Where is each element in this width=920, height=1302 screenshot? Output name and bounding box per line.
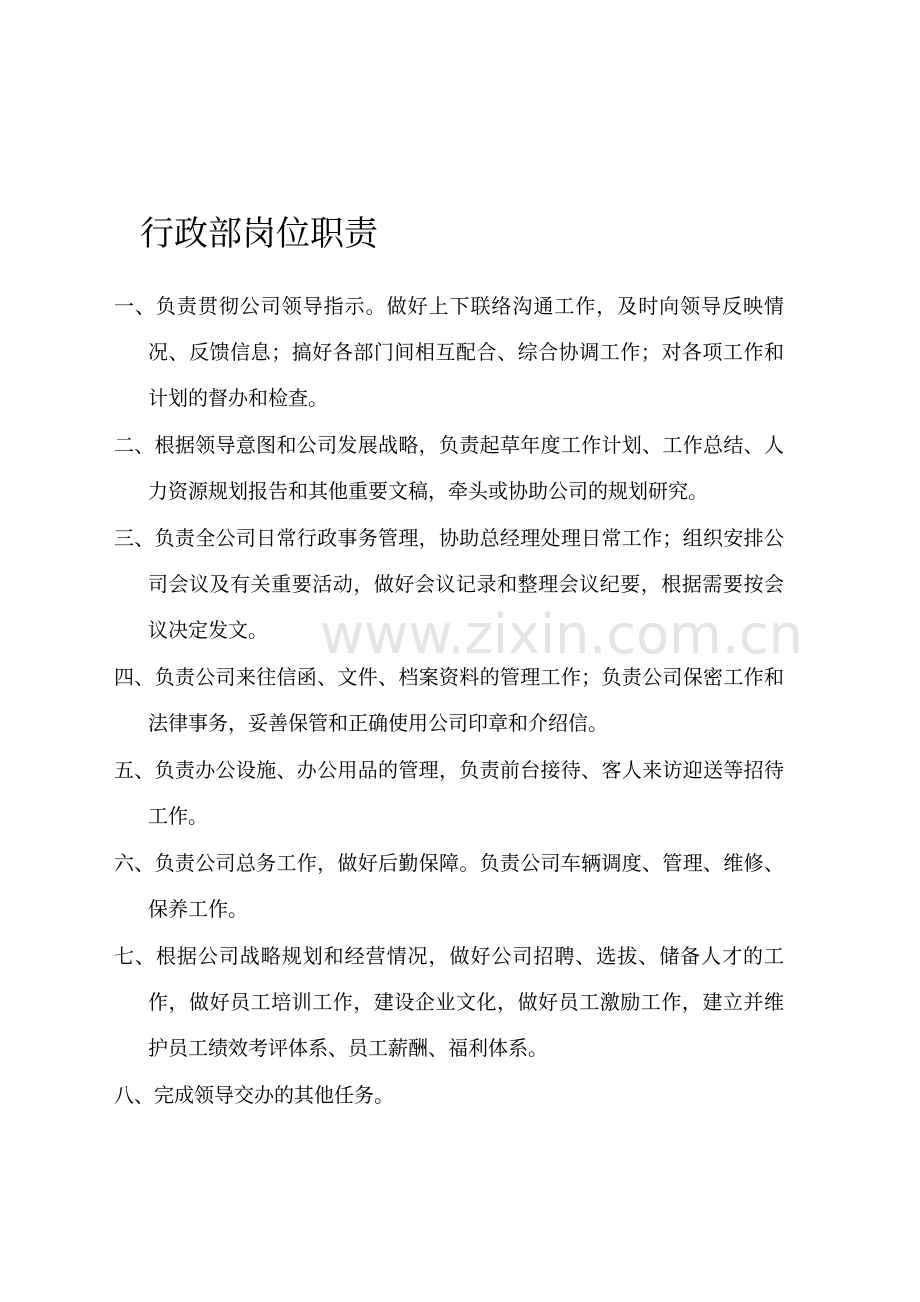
duty-item-8: 八、完成领导交办的其他任务。: [114, 1083, 394, 1107]
document-title: 行政部岗位职责: [140, 214, 378, 254]
duty-item-6: 六、负责公司总务工作，做好后勤保障。负责公司车辆调度、管理、维修、保养工作。: [114, 851, 784, 921]
duty-list: [114, 283, 784, 1119]
duty-item-7: 七、根据公司战略规划和经营情况，做好公司招聘、选拔、储备人才的工作，做好员工培训工作，建设企业文化，做好员工激励工作，建立并维护员工绩效考评体系、员工薪酬、福利体系。: [114, 944, 784, 1060]
duty-item-3: 三、负责全公司日常行政事务管理，协助总经理处理日常工作；组织安排公司会议及有关重要活动，做好会议记录和整理会议纪要，根据需要按会议决定发文。: [114, 526, 784, 642]
duty-item-5: 五、负责办公设施、办公用品的管理，负责前台接待、客人来访迎送等招待工作。: [114, 758, 784, 828]
duty-item-1: 一、负责贯彻公司领导指示。做好上下联络沟通工作，及时向领导反映情况、反馈信息；搞好各部门间相互配合、综合协调工作；对各项工作和计划的督办和检查。: [114, 294, 784, 410]
duty-item-2: 二、根据领导意图和公司发展战略，负责起草年度工作计划、工作总结、人力资源规划报告和其他重要文稿，牵头或协助公司的规划研究。: [114, 433, 784, 503]
duty-item-4: 四、负责公司来往信函、文件、档案资料的管理工作；负责公司保密工作和法律事务，妥善保管和正确使用公司印章和介绍信。: [114, 665, 784, 735]
watermark: www.zixin.com.cn: [320, 603, 803, 666]
